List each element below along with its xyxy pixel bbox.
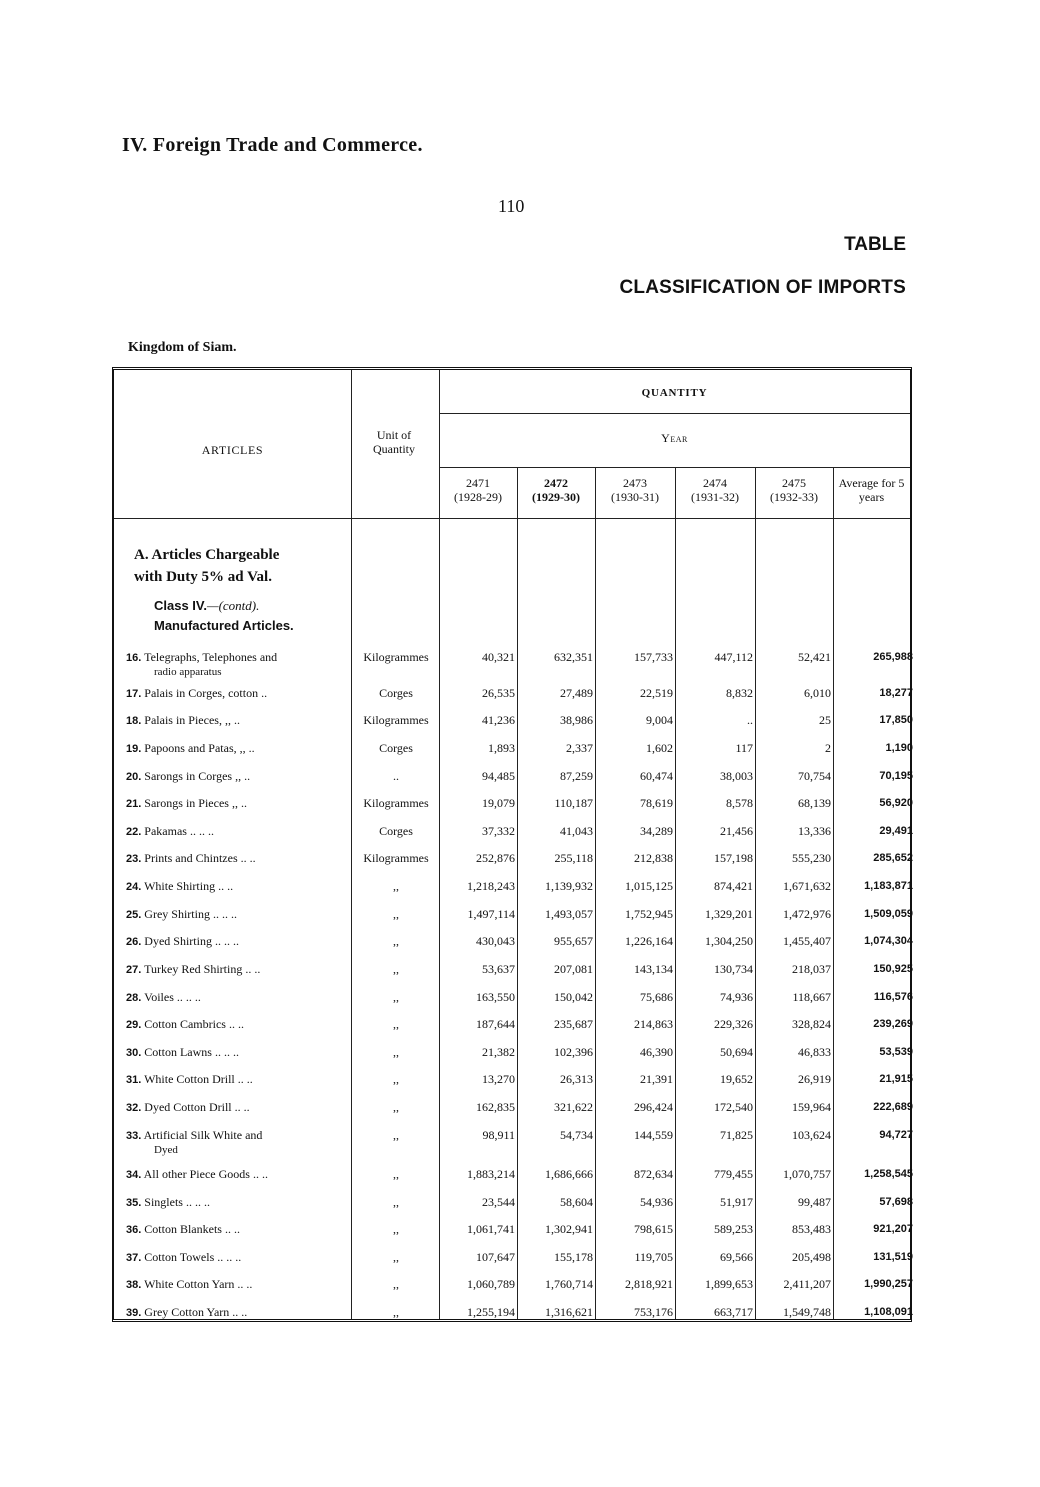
article-label: Palais in Pieces, ,, ..: [144, 713, 240, 727]
quantity-cell: 26,919: [798, 1072, 831, 1086]
article-name: [126, 907, 341, 922]
average-header: Average for 5 years: [838, 476, 905, 504]
quantity-cell: 6,010: [804, 686, 831, 700]
article-number: 32.: [126, 1102, 142, 1114]
quantity-cell: 2: [825, 741, 831, 755]
average-cell: 1,074,304: [864, 935, 913, 947]
article-name: [126, 851, 341, 866]
quantity-cell: 13,336: [798, 824, 831, 838]
article-name: [126, 1222, 341, 1237]
quantity-cell: 1,549,748: [783, 1305, 831, 1319]
quantity-cell: 157,198: [714, 851, 753, 865]
unit-cell: ,,: [393, 907, 399, 921]
quantity-cell: 1,304,250: [705, 934, 753, 948]
article-label: All other Piece Goods .. ..: [143, 1167, 268, 1181]
unit-cell: ,,: [393, 1222, 399, 1236]
article-name: [126, 962, 341, 977]
quantity-cell: 1,899,653: [705, 1277, 753, 1291]
quantity-cell: 2,337: [566, 741, 593, 755]
article-name: [126, 879, 341, 894]
unit-cell: ,,: [393, 1017, 399, 1031]
article-number: 21.: [126, 798, 142, 810]
quantity-cell: 1,226,164: [625, 934, 673, 948]
quantity-cell: 229,326: [714, 1017, 753, 1031]
article-name: [126, 1128, 341, 1157]
quantity-cell: 2,411,207: [783, 1277, 831, 1291]
quantity-cell: 205,498: [792, 1250, 831, 1264]
article-number: 37.: [126, 1252, 142, 1264]
quantity-cell: 1,139,932: [545, 879, 593, 893]
article-label: Cotton Towels .. .. ..: [144, 1250, 242, 1264]
quantity-cell: 13,270: [482, 1072, 515, 1086]
article-number: 24.: [126, 881, 142, 893]
quantity-cell: 235,687: [554, 1017, 593, 1031]
quantity-cell: 8,832: [726, 686, 753, 700]
quantity-cell: 252,876: [476, 851, 515, 865]
article-label: White Cotton Yarn .. ..: [144, 1277, 253, 1291]
quantity-cell: 143,134: [634, 962, 673, 976]
article-label: White Cotton Drill .. ..: [144, 1072, 253, 1086]
unit-cell: ,,: [393, 1277, 399, 1291]
quantity-cell: 187,644: [476, 1017, 515, 1031]
quantity-cell: 1,760,714: [545, 1277, 593, 1291]
unit-cell: ,,: [393, 1045, 399, 1059]
article-name: [126, 1072, 341, 1087]
quantity-cell: 87,259: [560, 769, 593, 783]
year-2473: 2473 (1930-31): [611, 476, 659, 504]
quantity-cell: 71,825: [720, 1128, 753, 1142]
quantity-cell: 157,733: [634, 650, 673, 664]
unit-cell: ,,: [393, 1167, 399, 1181]
quantity-cell: 753,176: [634, 1305, 673, 1319]
article-label: Sarongs in Pieces ,, ..: [144, 796, 247, 810]
quantity-cell: 52,421: [798, 650, 831, 664]
average-cell: 1,509,059: [864, 908, 913, 920]
article-label: Dyed Cotton Drill .. ..: [144, 1100, 250, 1114]
quantity-cell: 430,043: [476, 934, 515, 948]
article-name: [126, 1305, 341, 1320]
article-name: [126, 1277, 341, 1292]
quantity-cell: 321,622: [554, 1100, 593, 1114]
article-label: Telegraphs, Telephones and: [144, 650, 278, 664]
unit-cell: ,,: [393, 1128, 399, 1142]
average-cell: 57,698: [879, 1196, 913, 1208]
quantity-cell: 328,824: [792, 1017, 831, 1031]
quantity-cell: 172,540: [714, 1100, 753, 1114]
unit-cell: Kilogrammes: [363, 713, 429, 727]
article-number: 23.: [126, 853, 142, 865]
average-cell: 1,258,545: [864, 1168, 913, 1180]
quantity-cell: 1,472,976: [783, 907, 831, 921]
quantity-cell: 22,519: [640, 686, 673, 700]
average-cell: 921,207: [873, 1223, 913, 1235]
quantity-cell: 632,351: [554, 650, 593, 664]
article-label: Sarongs in Corges ,, ..: [144, 769, 251, 783]
article-number: 18.: [126, 715, 142, 727]
classification-title: CLASSIFICATION OF IMPORTS: [619, 277, 906, 298]
quantity-cell: 117: [735, 741, 753, 755]
quantity-cell: 1,255,194: [467, 1305, 515, 1319]
quantity-cell: 1,752,945: [625, 907, 673, 921]
quantity-cell: 38,986: [560, 713, 593, 727]
quantity-cell: 255,118: [554, 851, 593, 865]
article-name: [126, 741, 341, 756]
quantity-cell: 8,578: [726, 796, 753, 810]
average-cell: 285,652: [873, 852, 913, 864]
quantity-cell: 70,754: [798, 769, 831, 783]
unit-cell: Corges: [379, 741, 413, 755]
article-label: Papoons and Patas, ,, ..: [144, 741, 255, 755]
quantity-cell: 25: [819, 713, 831, 727]
article-label: White Shirting .. ..: [144, 879, 234, 893]
unit-cell: Corges: [379, 824, 413, 838]
quantity-cell: 1,686,666: [545, 1167, 593, 1181]
article-label: Dyed Shirting .. .. ..: [144, 934, 239, 948]
quantity-cell: 589,253: [714, 1222, 753, 1236]
quantity-cell: 1,015,125: [625, 879, 673, 893]
quantity-cell: 99,487: [798, 1195, 831, 1209]
article-number: 34.: [126, 1169, 142, 1181]
quantity-cell: 1,493,057: [545, 907, 593, 921]
quantity-cell: 150,042: [554, 990, 593, 1004]
quantity-cell: 41,236: [482, 713, 515, 727]
divider: [755, 467, 756, 1319]
quantity-cell: 53,637: [482, 962, 515, 976]
article-label: Palais in Corges, cotton ..: [144, 686, 268, 700]
average-cell: 116,576: [873, 991, 913, 1003]
quantity-cell: 103,624: [792, 1128, 831, 1142]
unit-cell: Kilogrammes: [363, 796, 429, 810]
quantity-cell: 1,883,214: [467, 1167, 515, 1181]
divider: [675, 467, 676, 1319]
quantity-cell: 94,485: [482, 769, 515, 783]
average-cell: 150,925: [873, 963, 913, 975]
article-name: [126, 824, 341, 839]
quantity-cell: 41,043: [560, 824, 593, 838]
unit-cell: ,,: [393, 1195, 399, 1209]
article-name: [126, 650, 341, 679]
quantity-cell: 874,421: [714, 879, 753, 893]
quantity-cell: 54,936: [640, 1195, 673, 1209]
article-label: Grey Cotton Yarn .. ..: [144, 1305, 248, 1319]
article-label: Turkey Red Shirting .. ..: [144, 962, 261, 976]
quantity-cell: 19,079: [482, 796, 515, 810]
quantity-cell: 26,535: [482, 686, 515, 700]
average-cell: 222,689: [873, 1101, 913, 1113]
article-number: 31.: [126, 1074, 142, 1086]
article-number: 26.: [126, 936, 142, 948]
quantity-cell: 853,483: [792, 1222, 831, 1236]
quantity-cell: 21,382: [482, 1045, 515, 1059]
article-number: 27.: [126, 964, 142, 976]
article-name: [126, 934, 341, 949]
quantity-cell: 207,081: [554, 962, 593, 976]
average-cell: 1,108,091: [864, 1306, 913, 1318]
quantity-cell: 68,139: [798, 796, 831, 810]
article-label: Cotton Blankets .. ..: [144, 1222, 240, 1236]
unit-cell: Corges: [379, 686, 413, 700]
quantity-cell: 663,717: [714, 1305, 753, 1319]
year-2474: 2474 (1931-32): [691, 476, 739, 504]
quantity-cell: 214,863: [634, 1017, 673, 1031]
quantity-cell: 872,634: [634, 1167, 673, 1181]
quantity-cell: 9,004: [646, 713, 673, 727]
quantity-cell: 21,391: [640, 1072, 673, 1086]
unit-header: Unit of Quantity: [373, 428, 415, 456]
quantity-cell: 1,455,407: [783, 934, 831, 948]
quantity-cell: 296,424: [634, 1100, 673, 1114]
article-name: [126, 1017, 341, 1032]
unit-cell: ..: [393, 769, 399, 783]
article-name: [126, 713, 341, 728]
quantity-cell: 98,911: [482, 1128, 515, 1142]
article-number: 19.: [126, 743, 142, 755]
quantity-cell: 21,456: [720, 824, 753, 838]
quantity-cell: 162,835: [476, 1100, 515, 1114]
imports-table: [112, 367, 912, 1322]
quantity-cell: 23,544: [482, 1195, 515, 1209]
quantity-cell: 107,647: [476, 1250, 515, 1264]
quantity-cell: 1,061,741: [467, 1222, 515, 1236]
quantity-cell: 102,396: [554, 1045, 593, 1059]
quantity-cell: 51,917: [720, 1195, 753, 1209]
article-number: 35.: [126, 1197, 142, 1209]
unit-cell: ,,: [393, 990, 399, 1004]
article-label: Grey Shirting .. .. ..: [144, 907, 237, 921]
quantity-cell: 1,316,621: [545, 1305, 593, 1319]
quantity-cell: 1,671,632: [783, 879, 831, 893]
table-label: TABLE: [844, 234, 906, 255]
average-cell: 239,269: [873, 1018, 913, 1030]
unit-cell: ,,: [393, 1100, 399, 1114]
article-number: 36.: [126, 1224, 142, 1236]
quantity-cell: 26,313: [560, 1072, 593, 1086]
article-name: [126, 1195, 341, 1210]
article-number: 25.: [126, 909, 142, 921]
quantity-header: QUANTITY: [641, 387, 708, 399]
average-cell: 70,195: [879, 770, 913, 782]
average-cell: 29,491: [879, 825, 913, 837]
page-number: 110: [498, 196, 525, 216]
quantity-cell: 69,566: [720, 1250, 753, 1264]
article-number: 30.: [126, 1047, 142, 1059]
quantity-cell: 50,694: [720, 1045, 753, 1059]
quantity-cell: 27,489: [560, 686, 593, 700]
average-cell: 18,277: [879, 687, 913, 699]
quantity-cell: 110,187: [554, 796, 593, 810]
unit-cell: Kilogrammes: [363, 650, 429, 664]
article-number: 28.: [126, 992, 142, 1004]
quantity-cell: 955,657: [554, 934, 593, 948]
article-label: Cotton Cambrics .. ..: [144, 1017, 244, 1031]
average-cell: 1,183,871: [864, 880, 913, 892]
quantity-cell: 46,833: [798, 1045, 831, 1059]
year-header: Year: [661, 431, 688, 445]
quantity-cell: 34,289: [640, 824, 673, 838]
average-cell: 1,990,257: [864, 1278, 913, 1290]
average-cell: 17,850: [879, 714, 913, 726]
divider: [833, 467, 834, 1319]
article-label-continued: radio apparatus: [154, 666, 222, 678]
quantity-cell: 555,230: [792, 851, 831, 865]
divider: [595, 467, 596, 1319]
quantity-cell: 163,550: [476, 990, 515, 1004]
year-2471: 2471 (1928-29): [454, 476, 502, 504]
quantity-cell: 54,734: [560, 1128, 593, 1142]
unit-cell: ,,: [393, 1305, 399, 1319]
article-name: [126, 686, 341, 701]
average-cell: 56,920: [879, 797, 913, 809]
article-label: Prints and Chintzes .. ..: [144, 851, 256, 865]
quantity-cell: 447,112: [714, 650, 753, 664]
quantity-cell: 1,070,757: [783, 1167, 831, 1181]
article-number: 39.: [126, 1307, 142, 1319]
quantity-cell: 40,321: [482, 650, 515, 664]
unit-cell: ,,: [393, 934, 399, 948]
class-heading: Class IV.—(contd). Manufactured Articles.: [154, 598, 294, 633]
quantity-cell: 159,964: [792, 1100, 831, 1114]
article-name: [126, 796, 341, 811]
unit-cell: Kilogrammes: [363, 851, 429, 865]
article-number: 22.: [126, 826, 142, 838]
article-name: [126, 1250, 341, 1265]
divider: [439, 467, 910, 468]
article-number: 38.: [126, 1279, 142, 1291]
article-label: Artificial Silk White and: [143, 1128, 263, 1142]
quantity-cell: 1,329,201: [705, 907, 753, 921]
unit-cell: ,,: [393, 1072, 399, 1086]
article-name: [126, 1167, 341, 1182]
quantity-cell: 1,893: [488, 741, 515, 755]
quantity-cell: 218,037: [792, 962, 831, 976]
kingdom-label: Kingdom of Siam.: [128, 340, 237, 355]
quantity-cell: 37,332: [482, 824, 515, 838]
unit-cell: ,,: [393, 1250, 399, 1264]
quantity-cell: 38,003: [720, 769, 753, 783]
quantity-cell: 2,818,921: [625, 1277, 673, 1291]
average-cell: 94,727: [879, 1129, 913, 1141]
article-name: [126, 1045, 341, 1060]
quantity-cell: 60,474: [640, 769, 673, 783]
quantity-cell: 46,390: [640, 1045, 673, 1059]
article-number: 16.: [126, 652, 142, 664]
quantity-cell: ..: [747, 713, 753, 727]
article-label: Voiles .. .. ..: [144, 990, 201, 1004]
quantity-cell: 1,497,114: [467, 907, 515, 921]
article-label: Cotton Lawns .. .. ..: [144, 1045, 239, 1059]
divider: [517, 467, 518, 1319]
quantity-cell: 144,559: [634, 1128, 673, 1142]
article-number: 33.: [126, 1130, 142, 1142]
divider: [114, 518, 910, 519]
quantity-cell: 1,060,789: [467, 1277, 515, 1291]
section-title: IV. Foreign Trade and Commerce.: [122, 134, 423, 156]
article-name: [126, 1100, 341, 1115]
quantity-cell: 212,838: [634, 851, 673, 865]
average-cell: 1,190: [885, 742, 913, 754]
quantity-cell: 1,218,243: [467, 879, 515, 893]
unit-cell: ,,: [393, 879, 399, 893]
article-name: [126, 990, 341, 1005]
article-number: 20.: [126, 771, 142, 783]
section-a-heading: A. Articles Chargeable with Duty 5% ad Val.: [134, 547, 280, 585]
year-2472: 2472 (1929-30): [532, 476, 580, 504]
average-cell: 21,915: [879, 1073, 913, 1085]
divider: [439, 413, 910, 414]
quantity-cell: 1,602: [646, 741, 673, 755]
article-label: Singlets .. .. ..: [144, 1195, 210, 1209]
average-cell: 265,988: [873, 651, 913, 663]
articles-header: ARTICLES: [201, 443, 264, 457]
year-2475: 2475 (1932-33): [770, 476, 818, 504]
article-number: 17.: [126, 688, 142, 700]
article-number: 29.: [126, 1019, 142, 1031]
article-name: [126, 769, 341, 784]
quantity-cell: 130,734: [714, 962, 753, 976]
quantity-cell: 1,302,941: [545, 1222, 593, 1236]
quantity-cell: 779,455: [714, 1167, 753, 1181]
quantity-cell: 19,652: [720, 1072, 753, 1086]
article-label: Pakamas .. .. ..: [144, 824, 214, 838]
unit-cell: ,,: [393, 962, 399, 976]
quantity-cell: 798,615: [634, 1222, 673, 1236]
quantity-cell: 74,936: [720, 990, 753, 1004]
quantity-cell: 58,604: [560, 1195, 593, 1209]
quantity-cell: 78,619: [640, 796, 673, 810]
quantity-cell: 155,178: [554, 1250, 593, 1264]
average-cell: 53,539: [879, 1046, 913, 1058]
article-label-continued: Dyed: [154, 1144, 178, 1156]
quantity-cell: 75,686: [640, 990, 673, 1004]
quantity-cell: 119,705: [634, 1250, 673, 1264]
quantity-cell: 118,667: [792, 990, 831, 1004]
average-cell: 131,519: [873, 1251, 913, 1263]
